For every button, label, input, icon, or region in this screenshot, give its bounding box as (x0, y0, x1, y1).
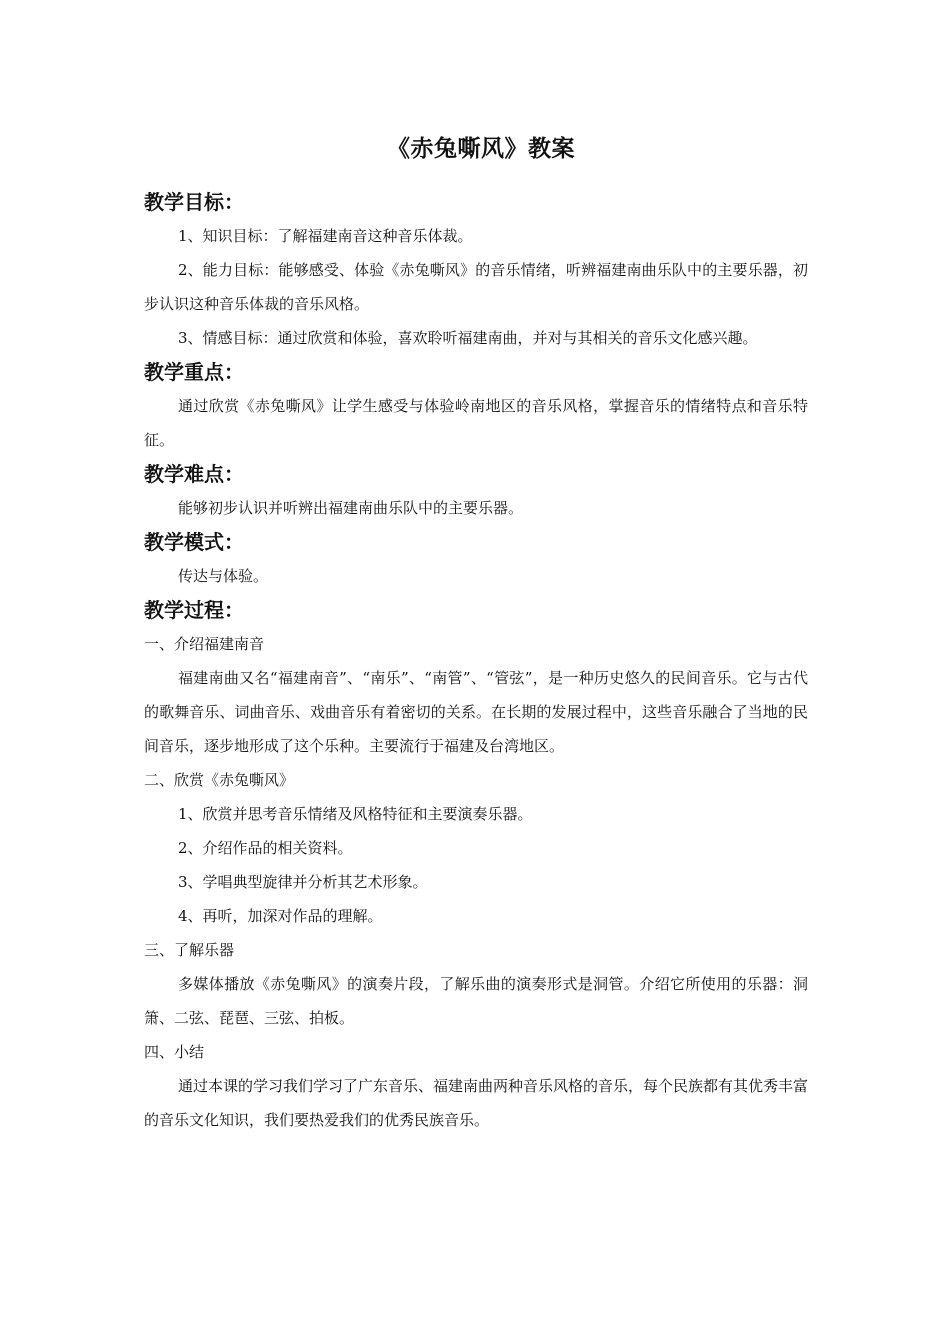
process-part4-label: 四、小结 (144, 1043, 205, 1061)
objective-item: 3、情感目标：通过欣赏和体验，喜欢聆听福建南曲，并对与其相关的音乐文化感兴趣。 (178, 329, 758, 347)
process-part2-label: 二、欣赏《赤兔嘶风》 (144, 771, 295, 789)
process-part2-item: 4、再听，加深对作品的理解。 (178, 907, 383, 925)
process-part1-text: 福建南曲又名“福建南音”、“南乐”、“南管”、“管弦”，是一种历史悠久的民间音乐。它与古代的歌舞音乐、词曲音乐、戏曲音乐有着密切的关系。在长期的发展过程中，这些音乐融合了当地的民间音乐，逐步地形成了这个乐种。主要流行于福建及台湾地区。 (144, 669, 808, 755)
process-part2-item: 3、学唱典型旋律并分析其艺术形象。 (178, 873, 428, 891)
objective-item: 2、能力目标：能够感受、体验《赤兔嘶风》的音乐情绪，听辨福建南曲乐队中的主要乐器，初步认识这种音乐体裁的音乐风格。 (144, 261, 808, 313)
process-part2-item: 1、欣赏并思考音乐情绪及风格特征和主要演奏乐器。 (178, 805, 533, 823)
process-part2-item: 2、介绍作品的相关资料。 (178, 839, 353, 857)
mode-heading: 教学模式： (144, 530, 244, 554)
objective-item: 1、知识目标：了解福建南音这种音乐体裁。 (178, 227, 473, 245)
process-part3-text: 多媒体播放《赤兔嘶风》的演奏片段，了解乐曲的演奏形式是洞管。介绍它所使用的乐器：洞箫、二弦、琵琶、三弦、拍板。 (144, 975, 808, 1027)
process-part4-text: 通过本课的学习我们学习了广东音乐、福建南曲两种音乐风格的音乐，每个民族都有其优秀丰富的音乐文化知识，我们要热爱我们的优秀民族音乐。 (144, 1077, 809, 1129)
document-title: 《赤兔嘶风》教案 (387, 136, 575, 162)
process-part1-label: 一、介绍福建南音 (144, 635, 265, 653)
process-heading: 教学过程： (144, 598, 244, 622)
process-part3-label: 三、了解乐器 (144, 941, 235, 959)
difficulties-heading: 教学难点： (144, 462, 244, 486)
difficulties-text: 能够初步认识并听辨出福建南曲乐队中的主要乐器。 (178, 499, 524, 517)
objectives-heading: 教学目标： (144, 190, 244, 214)
document-page (144, 130, 808, 1137)
key-points-heading: 教学重点： (144, 360, 244, 384)
key-points-text: 通过欣赏《赤兔嘶风》让学生感受与体验岭南地区的音乐风格，掌握音乐的情绪特点和音乐特征。 (144, 397, 808, 449)
mode-text: 传达与体验。 (178, 567, 269, 585)
